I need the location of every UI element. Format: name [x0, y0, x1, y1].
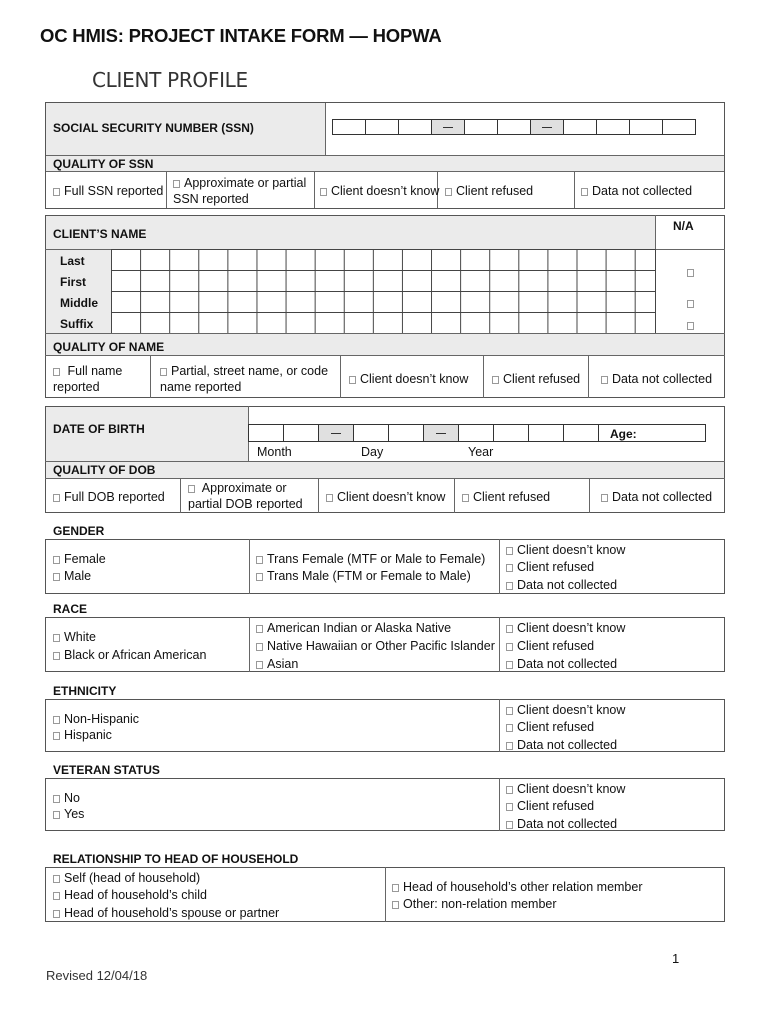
race-pacific-islander-option[interactable]: Native Hawaiian or Other Pacific Islander — [256, 638, 495, 654]
checkbox-icon[interactable] — [462, 494, 469, 502]
checkbox-icon[interactable] — [188, 485, 195, 493]
relationship-child-option[interactable]: Head of household’s child — [53, 887, 207, 903]
checkbox-icon[interactable] — [53, 188, 60, 196]
dob-month-caption: Month — [257, 445, 292, 459]
checkbox-icon[interactable] — [506, 803, 513, 811]
checkbox-icon[interactable] — [53, 573, 60, 581]
race-dont-know-option[interactable]: Client doesn’t know — [506, 620, 625, 636]
section-title: CLIENT PROFILE — [92, 68, 248, 92]
relationship-other-relation-option[interactable]: Head of household’s other relation member — [392, 879, 643, 895]
checkbox-icon[interactable] — [506, 582, 513, 590]
ethnicity-not-collected-option[interactable]: Data not collected — [506, 737, 617, 753]
checkbox-icon[interactable] — [160, 368, 167, 376]
checkbox-icon[interactable] — [601, 494, 608, 502]
name-row-suffix: Suffix — [60, 317, 94, 331]
dob-full-option[interactable]: Full DOB reported — [53, 489, 165, 505]
name-refused-option[interactable]: Client refused — [492, 371, 580, 387]
dob-dont-know-option[interactable]: Client doesn’t know — [326, 489, 445, 505]
gender-male-option[interactable]: Male — [53, 568, 91, 584]
veteran-refused-option[interactable]: Client refused — [506, 798, 594, 814]
race-refused-option[interactable]: Client refused — [506, 638, 594, 654]
name-quality-label: QUALITY OF NAME — [53, 340, 165, 354]
checkbox-icon[interactable] — [256, 625, 263, 633]
checkbox-icon[interactable] — [53, 556, 60, 564]
checkbox-icon[interactable] — [53, 716, 60, 724]
checkbox-icon[interactable] — [320, 188, 327, 196]
checkbox-icon[interactable] — [256, 556, 263, 564]
dob-not-collected-option[interactable]: Data not collected — [601, 489, 712, 505]
client-name-label: CLIENT’S NAME — [53, 227, 147, 241]
dob-quality-label: QUALITY OF DOB — [53, 463, 156, 477]
checkbox-icon[interactable] — [392, 901, 399, 909]
race-label: RACE — [53, 602, 88, 616]
veteran-label: VETERAN STATUS — [53, 763, 160, 777]
relationship-self-option[interactable]: Self (head of household) — [53, 870, 200, 886]
relationship-spouse-option[interactable]: Head of household’s spouse or partner — [53, 905, 279, 921]
checkbox-icon[interactable] — [53, 795, 60, 803]
race-white-option[interactable]: White — [53, 629, 96, 645]
ssn-partial-option[interactable]: Approximate or partial SSN reported — [173, 176, 307, 206]
gender-trans-female-option[interactable]: Trans Female (MTF or Male to Female) — [256, 551, 485, 567]
checkbox-icon[interactable] — [506, 547, 513, 555]
checkbox-icon[interactable] — [506, 643, 513, 651]
ssn-refused-option[interactable]: Client refused — [445, 183, 533, 199]
ssn-input[interactable] — [333, 119, 696, 135]
checkbox-icon[interactable] — [506, 564, 513, 572]
ethnicity-dont-know-option[interactable]: Client doesn’t know — [506, 702, 625, 718]
checkbox-icon[interactable] — [53, 368, 60, 376]
gender-label: GENDER — [53, 524, 105, 538]
name-full-option[interactable]: Full name reported — [53, 364, 123, 394]
relationship-non-relation-option[interactable]: Other: non-relation member — [392, 896, 557, 912]
checkbox-icon[interactable] — [326, 494, 333, 502]
relationship-label: RELATIONSHIP TO HEAD OF HOUSEHOLD — [53, 852, 299, 866]
checkbox-icon[interactable] — [53, 494, 60, 502]
checkbox-icon[interactable] — [256, 661, 263, 669]
checkbox-icon[interactable] — [506, 707, 513, 715]
dob-approx-option[interactable]: Approximate or partial DOB reported — [188, 481, 303, 511]
checkbox-icon[interactable] — [506, 742, 513, 750]
checkbox-icon[interactable] — [53, 634, 60, 642]
dob-refused-option[interactable]: Client refused — [462, 489, 550, 505]
name-grid[interactable] — [111, 249, 656, 333]
gender-trans-male-option[interactable]: Trans Male (FTM or Female to Male) — [256, 568, 471, 584]
checkbox-icon[interactable] — [506, 661, 513, 669]
form-title: OC HMIS: PROJECT INTAKE FORM — HOPWA — [40, 25, 442, 46]
checkbox-icon[interactable] — [53, 910, 60, 918]
gender-not-collected-option[interactable]: Data not collected — [506, 577, 617, 593]
page-number: 1 — [672, 951, 680, 966]
race-not-collected-option[interactable]: Data not collected — [506, 656, 617, 672]
ssn-not-collected-option[interactable]: Data not collected — [581, 183, 692, 199]
checkbox-icon[interactable] — [53, 732, 60, 740]
revised-date: Revised 12/04/18 — [46, 968, 148, 983]
ssn-quality-label: QUALITY OF SSN — [53, 157, 154, 171]
checkbox-icon[interactable] — [349, 376, 356, 384]
checkbox-icon[interactable] — [173, 180, 180, 188]
checkbox-icon[interactable] — [506, 625, 513, 633]
dob-input[interactable] — [249, 424, 706, 442]
ssn-dont-know-option[interactable]: Client doesn’t know — [320, 183, 439, 199]
race-black-option[interactable]: Black or African American — [53, 647, 206, 663]
name-na-checkbox-1[interactable] — [687, 264, 698, 280]
name-dont-know-option[interactable]: Client doesn’t know — [349, 371, 468, 387]
checkbox-icon[interactable] — [506, 786, 513, 794]
dob-year-caption: Year — [468, 445, 494, 459]
checkbox-icon[interactable] — [506, 724, 513, 732]
veteran-dont-know-option[interactable]: Client doesn’t know — [506, 781, 625, 797]
dob-label: DATE OF BIRTH — [53, 422, 145, 436]
ssn-label: SOCIAL SECURITY NUMBER (SSN) — [53, 121, 254, 135]
race-american-indian-option[interactable]: American Indian or Alaska Native — [256, 620, 451, 636]
ssn-full-option[interactable]: Full SSN reported — [53, 183, 163, 199]
checkbox-icon[interactable] — [506, 821, 513, 829]
veteran-not-collected-option[interactable]: Data not collected — [506, 816, 617, 832]
gender-female-option[interactable]: Female — [53, 551, 106, 567]
checkbox-icon[interactable] — [392, 884, 399, 892]
checkbox-icon[interactable] — [256, 643, 263, 651]
age-label: Age: — [610, 427, 637, 441]
checkbox-icon[interactable] — [53, 652, 60, 660]
checkbox-icon[interactable] — [445, 188, 452, 196]
name-na-label: N/A — [673, 219, 694, 233]
name-row-middle: Middle — [60, 296, 98, 310]
gender-refused-option[interactable]: Client refused — [506, 559, 594, 575]
checkbox-icon[interactable] — [601, 376, 608, 384]
veteran-yes-option[interactable]: Yes — [53, 806, 84, 822]
ethnicity-refused-option[interactable]: Client refused — [506, 719, 594, 735]
checkbox-icon[interactable] — [581, 188, 588, 196]
gender-dont-know-option[interactable]: Client doesn’t know — [506, 542, 625, 558]
checkbox-icon[interactable] — [256, 573, 263, 581]
checkbox-icon[interactable] — [492, 376, 499, 384]
name-row-last: Last — [60, 254, 85, 268]
dob-day-caption: Day — [361, 445, 384, 459]
checkbox-icon[interactable] — [53, 892, 60, 900]
name-not-collected-option[interactable]: Data not collected — [601, 371, 712, 387]
ethnicity-non-hispanic-option[interactable]: Non-Hispanic — [53, 711, 139, 727]
name-na-checkbox-2[interactable] — [687, 295, 698, 311]
race-asian-option[interactable]: Asian — [256, 656, 298, 672]
ethnicity-label: ETHNICITY — [53, 684, 117, 698]
ethnicity-hispanic-option[interactable]: Hispanic — [53, 727, 112, 743]
name-row-first: First — [60, 275, 87, 289]
name-na-checkbox-3[interactable] — [687, 317, 698, 333]
name-partial-option[interactable]: Partial, street name, or code name reported — [160, 364, 329, 394]
checkbox-icon[interactable] — [53, 875, 60, 883]
checkbox-icon[interactable] — [53, 811, 60, 819]
veteran-no-option[interactable]: No — [53, 790, 80, 806]
